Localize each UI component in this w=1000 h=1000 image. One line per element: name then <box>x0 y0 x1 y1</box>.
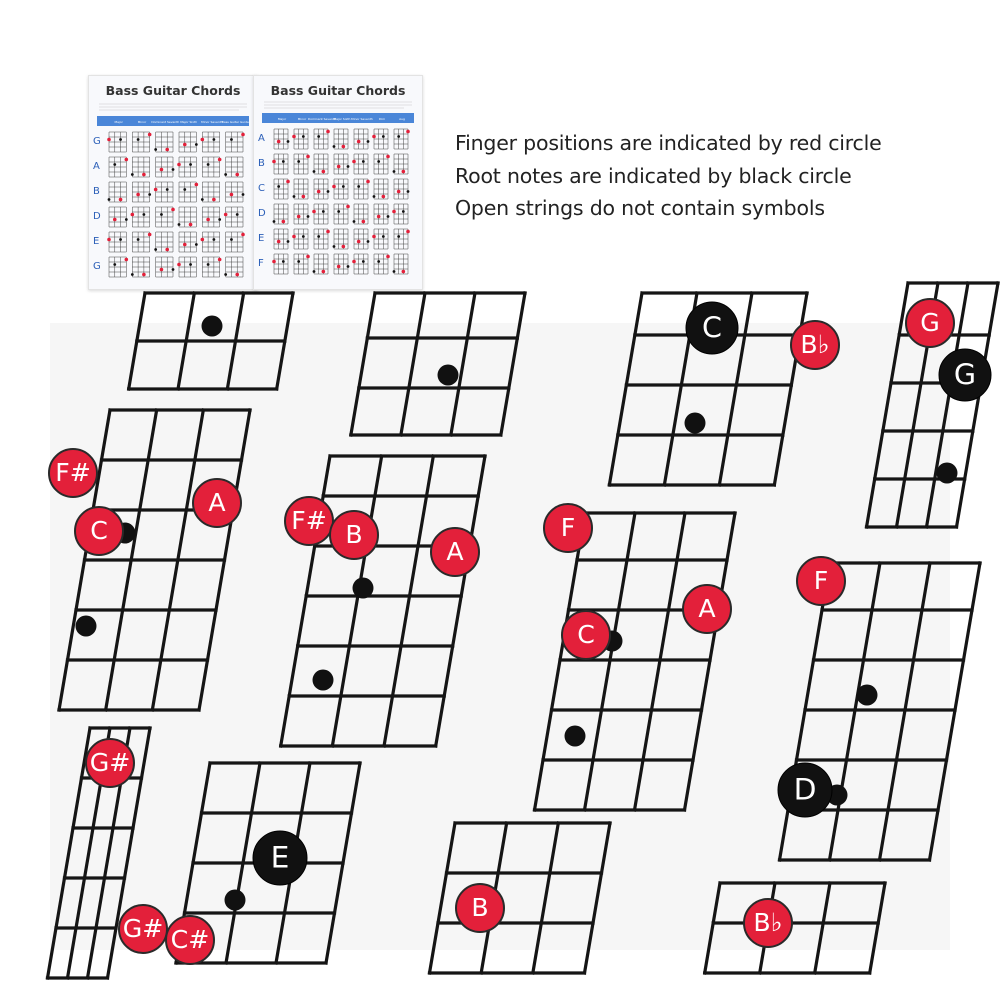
thumb-finger-dot <box>342 145 346 149</box>
legend-notes <box>455 127 975 225</box>
thumb-root-dot <box>207 163 210 166</box>
thumb-finger-dot <box>113 218 117 222</box>
finger-circle <box>86 739 134 787</box>
finger-note-label: G# <box>122 914 164 944</box>
thumb-finger-dot <box>148 133 152 137</box>
thumb-finger-dot <box>131 213 135 217</box>
thumb-root-dot <box>236 213 239 216</box>
thumb-root-dot <box>387 215 390 218</box>
thumb-root-dot <box>302 135 305 138</box>
thumb-root-dot <box>357 185 360 188</box>
thumb-root-dot <box>195 243 198 246</box>
thumb-finger-dot <box>357 240 361 244</box>
thumb-root-dot <box>230 238 233 241</box>
finger-note-label: B <box>345 520 363 550</box>
thumb-finger-dot <box>322 270 326 274</box>
thumb-finger-dot <box>292 135 296 139</box>
thumb-finger-dot <box>386 255 390 259</box>
thumb-finger-dot <box>148 233 152 237</box>
root-dot <box>202 316 223 337</box>
finger-circle <box>49 449 97 497</box>
thumb-root-dot <box>302 235 305 238</box>
thumb-root-dot <box>307 215 310 218</box>
thumb-root-dot <box>393 170 396 173</box>
root-circle <box>939 349 991 401</box>
thumb-finger-dot <box>218 158 222 162</box>
thumb-finger-dot <box>142 273 146 277</box>
thumb-root-dot <box>148 193 151 196</box>
thumb-finger-dot <box>366 180 370 184</box>
closeup-graphic <box>50 308 977 955</box>
thumb-finger-dot <box>322 170 326 174</box>
finger-circle <box>166 916 214 964</box>
root-dot <box>685 413 706 434</box>
root-dot <box>225 890 246 911</box>
thumb-finger-dot <box>165 148 169 152</box>
thumb-finger-dot <box>357 140 361 144</box>
thumb-finger-dot <box>402 270 406 274</box>
thumb-finger-dot <box>382 195 386 199</box>
thumb-root-dot <box>287 140 290 143</box>
thumb-root-dot <box>402 210 405 213</box>
thumb-row-label: C <box>258 183 265 194</box>
root-note-label: D <box>793 772 817 808</box>
thumb-root-dot <box>189 263 192 266</box>
chart-thumbnail-right-graphic <box>254 76 422 289</box>
thumb-root-dot <box>333 245 336 248</box>
thumb-root-dot <box>119 238 122 241</box>
thumb-finger-dot <box>297 215 301 219</box>
finger-note-label: A <box>698 594 716 624</box>
finger-circle <box>285 497 333 545</box>
thumb-root-dot <box>327 190 330 193</box>
thumb-root-dot <box>393 270 396 273</box>
thumb-finger-dot <box>306 255 310 259</box>
thumb-root-dot <box>230 138 233 141</box>
thumb-finger-dot <box>277 240 281 244</box>
thumb-column-header: Minor Seventh <box>201 120 223 124</box>
finger-note-label: B <box>471 893 489 923</box>
chart-thumbnail-right-title: Bass Guitar Chords <box>270 83 406 98</box>
thumb-root-dot <box>172 168 175 171</box>
root-dot <box>353 578 374 599</box>
root-note-label: E <box>270 840 290 876</box>
thumb-finger-dot <box>177 163 181 167</box>
thumb-root-dot <box>125 218 128 221</box>
root-dot <box>313 670 334 691</box>
thumb-finger-dot <box>177 263 181 267</box>
finger-circle <box>75 507 123 555</box>
finger-note-label: F# <box>55 458 91 488</box>
thumb-root-dot <box>154 248 157 251</box>
thumb-finger-dot <box>165 248 169 252</box>
thumb-finger-dot <box>306 155 310 159</box>
finger-circle <box>562 611 610 659</box>
chart-thumbnail-left-title: Bass Guitar Chords <box>105 83 241 98</box>
thumb-root-dot <box>137 238 140 241</box>
thumb-root-dot <box>119 138 122 141</box>
thumb-finger-dot <box>230 193 234 197</box>
chart-thumbnail-left <box>88 75 258 290</box>
thumb-finger-dot <box>292 235 296 239</box>
thumb-finger-dot <box>272 160 276 164</box>
thumb-root-dot <box>362 160 365 163</box>
thumb-root-dot <box>160 213 163 216</box>
thumb-root-dot <box>397 135 400 138</box>
finger-circle <box>431 528 479 576</box>
thumb-root-dot <box>382 135 385 138</box>
thumb-root-dot <box>397 235 400 238</box>
thumb-finger-dot <box>218 258 222 262</box>
thumb-root-dot <box>313 170 316 173</box>
thumb-finger-dot <box>189 223 193 227</box>
finger-circle <box>797 557 845 605</box>
finger-circle <box>119 905 167 953</box>
thumb-row-label: E <box>258 233 265 244</box>
thumb-root-dot <box>293 195 296 198</box>
thumb-root-dot <box>277 185 280 188</box>
thumb-column-header: Minor Seventh <box>351 117 373 121</box>
root-note-label: G <box>953 357 977 392</box>
thumb-row-label: A <box>258 133 265 144</box>
finger-circle <box>330 511 378 559</box>
thumb-column-header: Minor <box>137 120 147 124</box>
thumb-root-dot <box>287 240 290 243</box>
thumb-finger-dot <box>277 140 281 144</box>
thumb-root-dot <box>212 138 215 141</box>
thumb-finger-dot <box>372 135 376 139</box>
note-open-strings: Open strings do not contain symbols <box>455 196 825 220</box>
thumb-finger-dot <box>282 220 286 224</box>
thumb-column-header: Aug <box>399 117 405 121</box>
thumb-finger-dot <box>312 210 316 214</box>
thumb-column-header: Bass Guitar Guide <box>221 120 249 124</box>
thumb-finger-dot <box>302 195 306 199</box>
chart-thumbnail-left-graphic <box>89 76 257 289</box>
thumb-row-label: F <box>258 258 264 269</box>
thumb-row-label: B <box>93 186 100 197</box>
finger-circle <box>906 299 954 347</box>
thumb-root-dot <box>166 188 169 191</box>
thumb-finger-dot <box>107 238 111 242</box>
thumb-root-dot <box>224 173 227 176</box>
thumb-root-dot <box>317 135 320 138</box>
thumb-root-dot <box>353 220 356 223</box>
finger-note-label: F# <box>291 506 327 536</box>
thumb-root-dot <box>382 235 385 238</box>
thumb-column-header: Major Sixth <box>180 120 198 124</box>
thumb-finger-dot <box>346 205 350 209</box>
thumb-root-dot <box>297 160 300 163</box>
root-note-label: C <box>702 310 722 345</box>
thumb-finger-dot <box>337 265 341 269</box>
thumb-root-dot <box>337 210 340 213</box>
finger-circle <box>456 884 504 932</box>
chart-thumbnail-right <box>253 75 423 290</box>
thumb-finger-dot <box>317 190 321 194</box>
thumb-root-dot <box>131 273 134 276</box>
thumb-finger-dot <box>125 258 129 262</box>
thumb-root-dot <box>362 260 365 263</box>
finger-circle <box>744 899 792 947</box>
thumb-root-dot <box>242 193 245 196</box>
thumb-finger-dot <box>332 185 336 189</box>
thumb-finger-dot <box>352 260 356 264</box>
finger-circle <box>791 321 839 369</box>
thumb-root-dot <box>142 213 145 216</box>
thumb-root-dot <box>282 260 285 263</box>
thumb-finger-dot <box>160 268 164 272</box>
thumb-row-label: D <box>93 211 101 222</box>
finger-note-label: C <box>577 620 595 650</box>
root-dot <box>565 726 586 747</box>
thumb-finger-dot <box>326 230 330 234</box>
thumb-finger-dot <box>119 198 123 202</box>
thumb-finger-dot <box>406 230 410 234</box>
thumb-root-dot <box>224 273 227 276</box>
thumb-finger-dot <box>195 183 199 187</box>
thumb-finger-dot <box>272 260 276 264</box>
thumb-column-header: Major Sixth <box>333 117 351 121</box>
thumb-finger-dot <box>352 160 356 164</box>
thumb-root-dot <box>172 268 175 271</box>
thumb-root-dot <box>333 145 336 148</box>
thumb-finger-dot <box>212 198 216 202</box>
thumb-finger-dot <box>235 173 239 177</box>
thumb-finger-dot <box>286 180 290 184</box>
thumb-root-dot <box>108 198 111 201</box>
thumb-root-dot <box>195 143 198 146</box>
root-circle <box>686 302 738 354</box>
thumb-finger-dot <box>372 235 376 239</box>
thumb-finger-dot <box>201 238 205 242</box>
thumb-root-dot <box>218 218 221 221</box>
root-dot <box>438 365 459 386</box>
thumb-finger-dot <box>142 173 146 177</box>
thumb-root-dot <box>207 263 210 266</box>
thumb-column-header: Minor <box>297 117 307 121</box>
thumb-root-dot <box>183 188 186 191</box>
finger-note-label: B♭ <box>753 908 783 938</box>
thumb-root-dot <box>113 163 116 166</box>
root-dot <box>937 463 958 484</box>
thumb-root-dot <box>212 238 215 241</box>
thumb-root-dot <box>137 138 140 141</box>
thumb-finger-dot <box>241 133 245 137</box>
thumb-root-dot <box>347 165 350 168</box>
thumb-finger-dot <box>397 190 401 194</box>
thumb-root-dot <box>377 260 380 263</box>
thumb-finger-dot <box>136 193 140 197</box>
thumb-finger-dot <box>402 170 406 174</box>
thumb-root-dot <box>113 263 116 266</box>
thumb-root-dot <box>131 173 134 176</box>
finger-note-label: F <box>813 566 829 596</box>
thumb-finger-dot <box>154 188 158 192</box>
thumb-root-dot <box>342 185 345 188</box>
finger-note-label: A <box>208 488 226 518</box>
thumb-root-dot <box>282 160 285 163</box>
thumb-finger-dot <box>160 168 164 172</box>
finger-note-label: G <box>920 308 940 338</box>
thumb-column-header: Major <box>277 117 287 121</box>
thumb-finger-dot <box>326 130 330 134</box>
thumb-root-dot <box>367 240 370 243</box>
finger-note-label: A <box>446 537 464 567</box>
thumb-column-header: Dominant Seventh <box>151 120 180 124</box>
thumb-finger-dot <box>362 220 366 224</box>
thumb-column-header: Dominant Seventh <box>307 117 337 121</box>
thumb-finger-dot <box>235 273 239 277</box>
finger-note-label: C <box>90 516 108 546</box>
thumb-row-label: G <box>93 136 101 147</box>
thumb-root-dot <box>201 198 204 201</box>
thumb-finger-dot <box>125 158 129 162</box>
finger-note-label: G# <box>89 748 131 778</box>
finger-circle <box>193 479 241 527</box>
thumb-root-dot <box>407 190 410 193</box>
root-dot <box>857 685 878 706</box>
chord-chart-closeup <box>50 308 977 955</box>
root-circle <box>253 831 307 885</box>
thumb-root-dot <box>317 235 320 238</box>
thumb-root-dot <box>154 148 157 151</box>
thumb-finger-dot <box>183 243 187 247</box>
thumb-root-dot <box>313 270 316 273</box>
thumb-finger-dot <box>337 165 341 169</box>
thumb-finger-dot <box>241 233 245 237</box>
note-finger-positions: Finger positions are indicated by red circle <box>455 131 882 155</box>
root-dot <box>76 616 97 637</box>
thumb-root-dot <box>189 163 192 166</box>
thumb-root-dot <box>297 260 300 263</box>
finger-circle <box>683 585 731 633</box>
finger-note-label: B♭ <box>800 330 830 360</box>
thumb-row-label: G <box>93 261 101 272</box>
thumb-root-dot <box>347 265 350 268</box>
root-circle <box>778 763 832 817</box>
finger-note-label: F <box>560 513 576 543</box>
thumb-root-dot <box>373 195 376 198</box>
thumb-finger-dot <box>183 143 187 147</box>
thumb-finger-dot <box>377 215 381 219</box>
thumb-finger-dot <box>406 130 410 134</box>
thumb-column-header: Major <box>114 120 123 124</box>
thumb-finger-dot <box>342 245 346 249</box>
thumb-finger-dot <box>392 210 396 214</box>
thumb-finger-dot <box>107 138 111 142</box>
thumb-row-label: D <box>258 208 266 219</box>
thumb-row-label: B <box>258 158 265 169</box>
thumb-row-label: A <box>93 161 100 172</box>
thumb-finger-dot <box>206 218 210 222</box>
finger-note-label: C# <box>170 925 210 955</box>
thumb-root-dot <box>178 223 181 226</box>
thumb-finger-dot <box>171 208 175 212</box>
thumb-row-label: E <box>93 236 100 247</box>
thumb-root-dot <box>367 140 370 143</box>
thumb-finger-dot <box>224 213 228 217</box>
thumb-column-header: Dim <box>378 117 386 121</box>
note-root-notes: Root notes are indicated by black circle <box>455 163 852 188</box>
finger-circle <box>544 504 592 552</box>
thumb-finger-dot <box>386 155 390 159</box>
thumb-root-dot <box>273 220 276 223</box>
thumb-root-dot <box>377 160 380 163</box>
thumb-finger-dot <box>201 138 205 142</box>
thumb-root-dot <box>322 210 325 213</box>
